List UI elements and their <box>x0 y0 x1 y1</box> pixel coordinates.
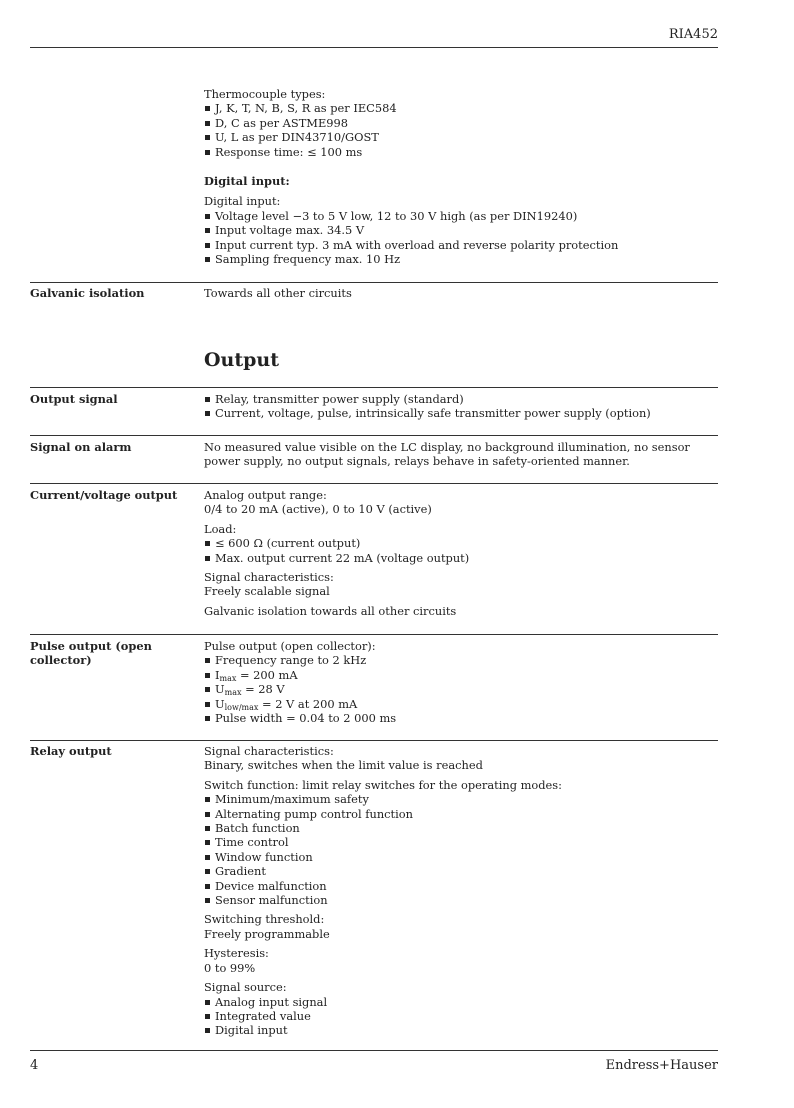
list-item: U, L as per DIN43710/GOST <box>204 130 718 144</box>
pulse-output-label: Pulse output (open collector) <box>30 639 152 667</box>
digital-input-title: Digital input: <box>204 174 290 188</box>
list-item: Sampling frequency max. 10 Hz <box>204 252 718 266</box>
umax-subscript: max <box>224 688 242 698</box>
section-divider <box>30 282 718 283</box>
umax-value: = 28 V <box>241 682 285 697</box>
thermocouple-block <box>204 87 718 159</box>
digital-input-heading: Digital input: <box>204 194 281 209</box>
galvanic-isolation-value: Towards all other circuits <box>204 286 352 300</box>
list-item <box>204 697 720 711</box>
pulse-output-heading: Pulse output (open collector): <box>204 639 376 653</box>
list-item <box>204 668 720 682</box>
galvanic-isolation-label: Galvanic isolation <box>30 286 145 300</box>
list-item: Current, voltage, pulse, intrinsically safe transmitter power supply (option) <box>204 406 720 420</box>
digital-input-list <box>204 209 718 267</box>
analog-range-value: 0/4 to 20 mA (active), 0 to 10 V (active) <box>204 502 432 517</box>
pulse-output-content <box>204 639 720 725</box>
output-signal-label: Output signal <box>30 392 118 406</box>
galvanic-isolation-text <box>204 286 720 300</box>
ulow-value: = 2 V at 200 mA <box>258 696 358 711</box>
list-item: Integrated value <box>204 1009 720 1023</box>
section-divider <box>30 387 718 388</box>
header-rule <box>30 47 718 48</box>
load-list <box>204 536 720 565</box>
umax-symbol: U <box>215 682 225 697</box>
list-item: Max. output current 22 mA (voltage output) <box>204 551 720 565</box>
section-divider <box>30 740 718 741</box>
list-item: Frequency range to 2 kHz <box>204 653 720 667</box>
thermocouple-heading: Thermocouple types: <box>204 87 326 101</box>
imax-value: = 200 mA <box>236 667 298 682</box>
isolation-text: Galvanic isolation towards all other circuits <box>204 603 457 618</box>
hysteresis-value: 0 to 99% <box>204 960 256 975</box>
analog-range-heading: Analog output range: <box>204 488 327 502</box>
list-item: Window function <box>204 850 720 864</box>
list-item: Analog input signal <box>204 995 720 1009</box>
current-voltage-output-label: Current/voltage output <box>30 488 178 502</box>
list-item: Input current typ. 3 mA with overload and reverse polarity protection <box>204 238 718 252</box>
list-item: Voltage level −3 to 5 V low, 12 to 30 V high (as per DIN19240) <box>204 209 718 223</box>
relay-output-content <box>204 744 720 1038</box>
section-divider <box>30 634 718 635</box>
list-item: Batch function <box>204 821 720 835</box>
list-item: Sensor malfunction <box>204 893 720 907</box>
list-item: Device malfunction <box>204 879 720 893</box>
list-item: Time control <box>204 835 720 849</box>
switching-threshold-heading: Switching threshold: <box>204 912 325 927</box>
current-voltage-output-content <box>204 488 720 618</box>
footer-brand: Endress+Hauser <box>605 1058 718 1073</box>
list-item: ≤ 600 Ω (current output) <box>204 536 720 550</box>
list-item: Response time: ≤ 100 ms <box>204 145 718 159</box>
signal-source-heading: Signal source: <box>204 980 287 995</box>
list-item: Gradient <box>204 864 720 878</box>
list-item: Digital input <box>204 1023 720 1037</box>
list-item: Pulse width = 0.04 to 2 000 ms <box>204 711 720 725</box>
ulow-symbol: U <box>215 696 225 711</box>
switch-function-heading: Switch function: limit relay switches for the operating modes: <box>204 777 562 792</box>
switching-threshold-value: Freely programmable <box>204 926 330 941</box>
output-section-title: Output <box>204 349 280 371</box>
header-title: RIA452 <box>668 27 718 42</box>
list-item: Input voltage max. 34.5 V <box>204 223 718 237</box>
relay-signal-heading: Signal characteristics: <box>204 744 334 758</box>
imax-subscript: max <box>219 673 237 683</box>
list-item: D, C as per ASTME998 <box>204 116 718 130</box>
list-item: J, K, T, N, B, S, R as per IEC584 <box>204 101 718 115</box>
section-divider <box>30 435 718 436</box>
load-heading: Load: <box>204 521 237 536</box>
list-item <box>204 682 720 696</box>
section-divider <box>30 483 718 484</box>
signal-characteristics-heading: Signal characteristics: <box>204 570 334 585</box>
signal-source-list <box>204 995 720 1038</box>
signal-on-alarm-text: No measured value visible on the LC display, no background illumination, no sensor power supply, no output signals, relays behave in safety-oriented manner. <box>204 440 690 469</box>
hysteresis-heading: Hysteresis: <box>204 946 269 961</box>
output-signal-content <box>204 392 720 421</box>
signal-characteristics-value: Freely scalable signal <box>204 584 330 599</box>
relay-output-label: Relay output <box>30 744 112 758</box>
operating-modes-list <box>204 792 720 907</box>
footer-rule <box>30 1050 718 1051</box>
ulow-subscript: low/max <box>224 702 259 712</box>
imax-symbol: I <box>215 667 220 682</box>
signal-on-alarm-content <box>204 440 720 469</box>
thermocouple-list <box>204 101 718 159</box>
output-signal-list <box>204 392 720 421</box>
relay-signal-value: Binary, switches when the limit value is reached <box>204 758 483 773</box>
signal-on-alarm-label: Signal on alarm <box>30 440 132 454</box>
list-item: Relay, transmitter power supply (standard) <box>204 392 720 406</box>
list-item: Alternating pump control function <box>204 807 720 821</box>
list-item: Minimum/maximum safety <box>204 792 720 806</box>
page-number: 4 <box>30 1058 39 1073</box>
pulse-output-list <box>204 653 720 725</box>
digital-input-block <box>204 174 718 266</box>
